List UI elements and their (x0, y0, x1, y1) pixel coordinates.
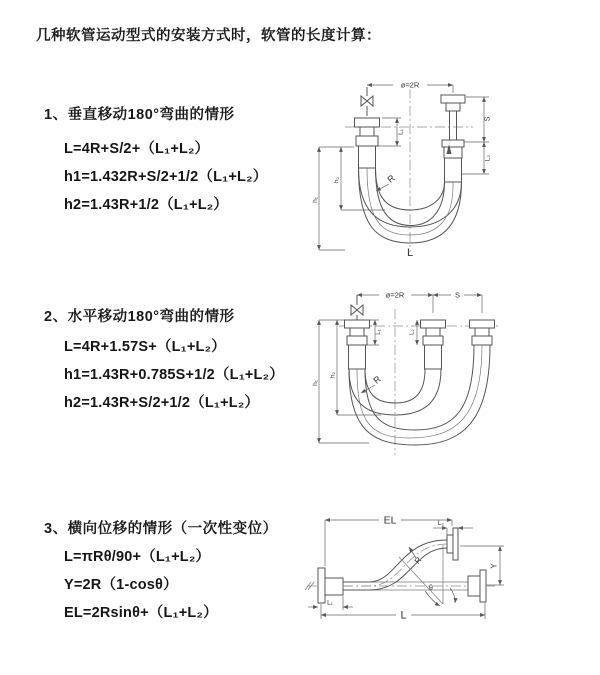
diagram-labels (327, 515, 498, 622)
dim-label-height2: h₂ (333, 176, 341, 184)
dim-label-fitting-right: L₂ (409, 329, 416, 335)
valve-icon (361, 87, 373, 116)
diagram-vertical-bend (313, 70, 600, 265)
formula-line: L=4R+S/2+（L₁+L₂） (64, 141, 210, 157)
diagram-horizontal-bend (313, 283, 600, 463)
section-1-heading: 1、垂直移动180°弯曲的情形 (44, 107, 235, 123)
dim-label-fitting-right: L₂ (437, 520, 445, 527)
hose-curves (349, 345, 490, 445)
formula-line: h1=1.432R+S/2+1/2（L₁+L₂） (64, 169, 268, 185)
radius-label: R (371, 373, 383, 386)
page-title: 几种软管运动型式的安装方式时，软管的长度计算： (36, 28, 381, 44)
formula-line: h2=1.43R+1/2（L₁+L₂） (64, 197, 229, 213)
length-label: L (406, 247, 414, 259)
dim-label-span: ø=2R (400, 80, 420, 90)
hose-curves (343, 540, 447, 590)
dim-label-extended-length: EL (383, 514, 397, 527)
dim-label-height1: h₁ (312, 380, 319, 386)
formula-line: Y=2R（1-cosθ） (64, 577, 178, 593)
formula-line: L=4R+1.57S+（L₁+L₂） (64, 339, 226, 355)
dim-label-fitting-left: L₁ (327, 599, 333, 607)
dim-label-height1: h₁ (312, 197, 319, 203)
length-label: L (400, 609, 407, 622)
formula-line: h2=1.43R+S/2+1/2（L₁+L₂） (64, 395, 260, 411)
formula-line: h1=1.43R+0.785S+1/2（L₁+L₂） (64, 367, 284, 383)
valve-icon (351, 295, 363, 320)
dim-label-fitting-right: L₂ (484, 154, 492, 162)
dim-label-stroke: S (484, 116, 492, 122)
radius-label: R (412, 555, 424, 566)
pipe-fittings (345, 295, 495, 369)
formula-line: L=πRθ/90+（L₁+L₂） (64, 549, 211, 565)
dim-label-fitting-left: L₁ (376, 329, 382, 335)
dim-label-fitting-left: L₁ (397, 129, 405, 135)
dimension-lines (319, 291, 482, 444)
dim-label-stroke: S (454, 290, 461, 300)
dimension-lines (308, 514, 504, 620)
dim-label-span: ø=2R (385, 290, 405, 300)
section-3-heading: 3、横向位移的情形（一次性变位） (44, 521, 278, 537)
formula-line: EL=2Rsinθ+（L₁+L₂） (64, 605, 218, 621)
angle-label: θ (429, 585, 433, 592)
diagram-labels (312, 81, 492, 260)
section-2-heading: 2、水平移动180°弯曲的情形 (44, 309, 235, 325)
dim-label-height2: h₂ (329, 371, 337, 379)
diagram-lateral-displacement (303, 500, 600, 660)
dim-label-offset: Y (489, 563, 499, 569)
radius-label: R (385, 172, 397, 185)
pipe-fittings (318, 528, 458, 603)
